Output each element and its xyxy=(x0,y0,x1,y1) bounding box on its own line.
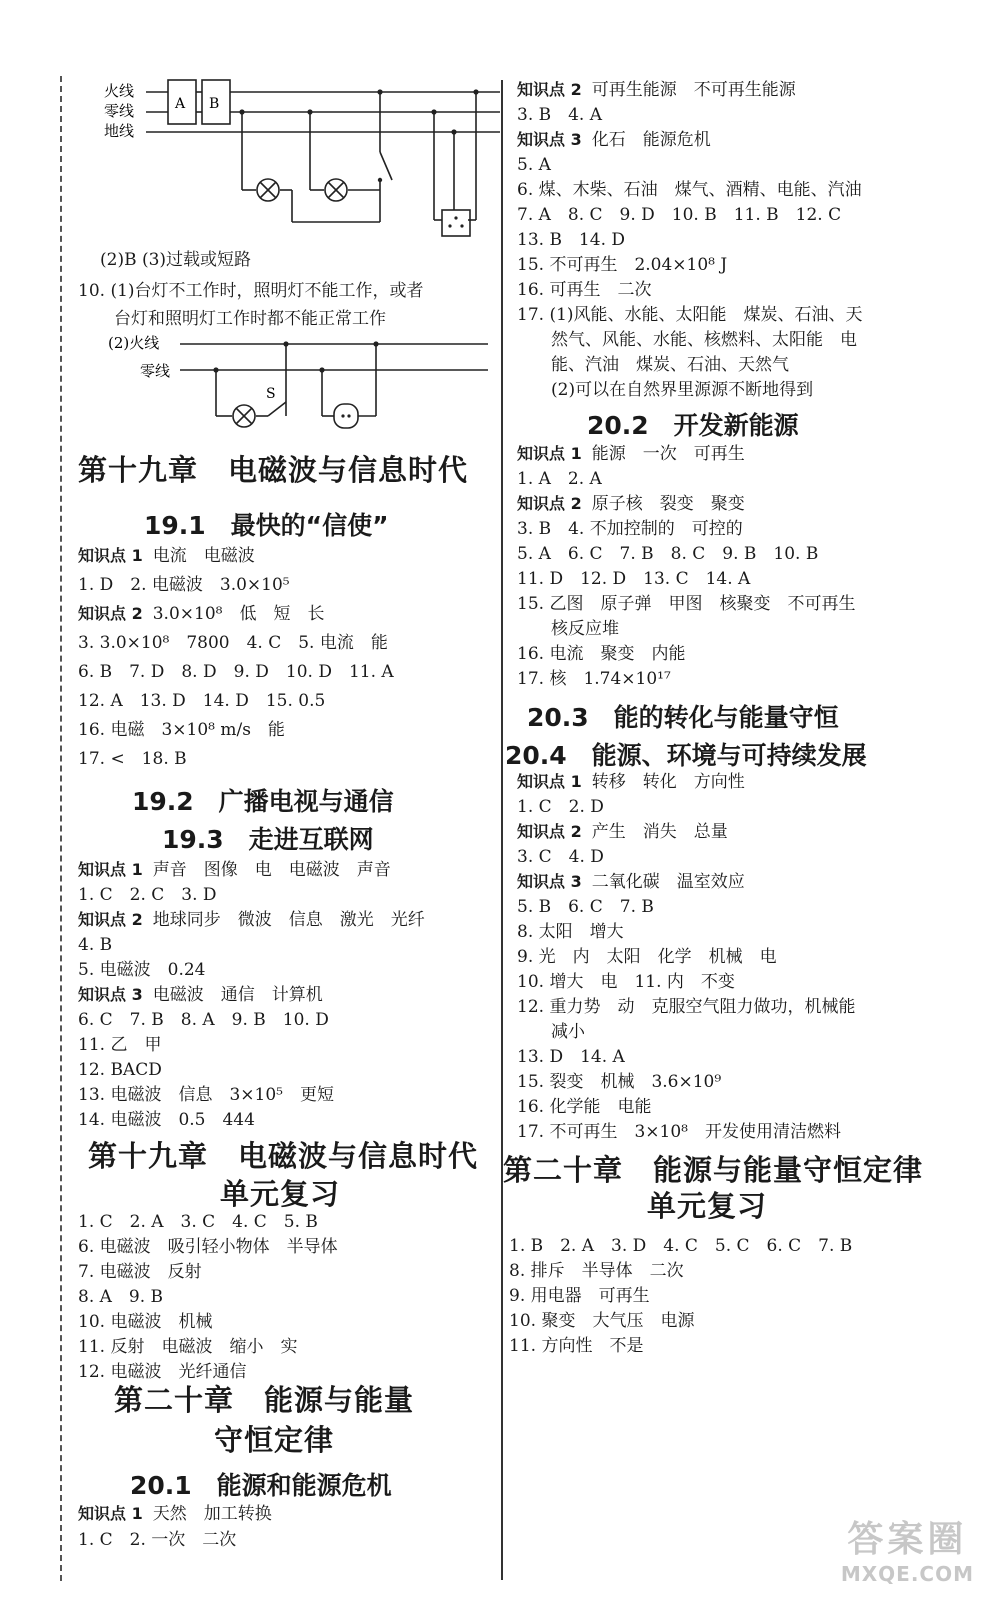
answer-line: 知识点 3 化石 能源危机 xyxy=(517,130,711,150)
answer-line: 1. C 2. A 3. C 4. C 5. B xyxy=(78,1212,318,1232)
answer-line: 1. C 2. C 3. D xyxy=(78,885,217,905)
section19-1-answers xyxy=(78,544,394,776)
chapter19-review-title: 第十九章 电磁波与信息时代 xyxy=(88,1139,479,1173)
answer-line: 3. B 4. 不加控制的 可控的 xyxy=(517,519,743,539)
section20-1-continued-answers xyxy=(517,78,863,403)
fig1-neutral-label: 零线 xyxy=(104,102,135,120)
answer-line: 12. BACD xyxy=(78,1060,162,1080)
answer-line: 1. A 2. A xyxy=(517,469,602,489)
answer-line: 12. A 13. D 14. D 15. 0.5 xyxy=(78,691,326,711)
answer-line: (2)可以在自然界里源源不断地得到 xyxy=(517,380,814,400)
fig1-junctions xyxy=(239,89,478,227)
answer-line: 17. (1)风能、水能、太阳能 煤炭、石油、天 xyxy=(517,305,863,325)
section20-4-title: 20.4 能源、环境与可持续发展 xyxy=(505,741,867,770)
lamp-socket-circuit-diagram xyxy=(108,332,498,432)
answer-line: 16. 化学能 电能 xyxy=(517,1097,652,1117)
chapter19-title: 第十九章 电磁波与信息时代 xyxy=(78,453,469,487)
answer-line: 16. 电流 聚变 内能 xyxy=(517,644,686,664)
fig2-switch-label: S xyxy=(266,386,276,402)
answer-line: 15. 裂变 机械 3.6×10⁹ xyxy=(517,1072,722,1092)
answer-line: 知识点 2 可再生能源 不可再生能源 xyxy=(517,80,796,100)
answer-line: 1. C 2. D xyxy=(517,797,604,817)
chapter20-review-subtitle: 单元复习 xyxy=(647,1189,768,1223)
answer-line: 11. 方向性 不是 xyxy=(509,1336,644,1356)
answer-line: 3. 3.0×10⁸ 7800 4. C 5. 电流 能 xyxy=(78,633,388,653)
fig1-box-b-label: B xyxy=(209,96,220,112)
section20-3-4-answers xyxy=(517,770,855,1145)
fig1-wires xyxy=(146,80,500,236)
answer-line: 15. 乙图 原子弹 甲图 核聚变 不可再生 xyxy=(517,594,856,614)
answer-line: 知识点 3 二氧化碳 温室效应 xyxy=(517,872,745,892)
fig1-live-label: 火线 xyxy=(104,82,135,100)
answer-line: 然气、风能、水能、核燃料、太阳能 电 xyxy=(517,330,857,350)
answer-line: 知识点 2 原子核 裂变 聚变 xyxy=(517,494,745,514)
answer-line: 知识点 2 产生 消失 总量 xyxy=(517,822,728,842)
answer-line: 6. B 7. D 8. D 9. D 10. D 11. A xyxy=(78,662,394,682)
chapter20-review-title: 第二十章 能源与能量守恒定律 xyxy=(503,1153,924,1187)
watermark-logo xyxy=(841,1511,974,1586)
chapter20-title: 第二十章 能源与能量 xyxy=(114,1383,415,1417)
answer-line: 知识点 2 地球同步 微波 信息 激光 光纤 xyxy=(78,910,425,930)
answer-line: 17. < 18. B xyxy=(78,749,187,769)
answer-line: 17. 不可再生 3×10⁸ 开发使用清洁燃料 xyxy=(517,1122,841,1142)
answer-line: 知识点 1 转移 转化 方向性 xyxy=(517,772,745,792)
section20-2-answers xyxy=(517,442,855,692)
answer-line: 3. C 4. D xyxy=(517,847,604,867)
answer-line: 5. 电磁波 0.24 xyxy=(78,960,206,980)
fig2-wires xyxy=(180,344,488,428)
answer-line: 5. A 6. C 7. B 8. C 9. B 10. B xyxy=(517,544,819,564)
answer-line: 12. 重力势 动 克服空气阻力做功，机械能 xyxy=(517,997,856,1017)
answer-line: 9. 光 内 太阳 化学 机械 电 xyxy=(517,947,777,967)
answer-line: 1. D 2. 电磁波 3.0×10⁵ xyxy=(78,575,290,595)
column-divider xyxy=(501,80,503,1580)
section20-1-title: 20.1 能源和能源危机 xyxy=(130,1471,392,1500)
household-circuit-diagram xyxy=(102,72,512,242)
answer-line: 1. C 2. 一次 二次 xyxy=(78,1530,237,1550)
fig1-ground-label: 地线 xyxy=(104,122,135,140)
fig1-box-a-label: A xyxy=(175,96,186,112)
answer-line: 8. A 9. B xyxy=(78,1287,164,1307)
answer-line: 10. 聚变 大气压 电源 xyxy=(509,1311,695,1331)
answer-line: 知识点 1 电流 电磁波 xyxy=(78,546,255,566)
section19-3-title: 19.3 走进互联网 xyxy=(162,825,374,854)
section19-2-3-answers xyxy=(78,858,425,1133)
answer-line: 知识点 1 能源 一次 可再生 xyxy=(517,444,745,464)
answer-line: 1. B 2. A 3. D 4. C 5. C 6. C 7. B xyxy=(509,1236,853,1256)
answer-line: 14. 电磁波 0.5 444 xyxy=(78,1110,255,1130)
section20-1-answers xyxy=(78,1502,272,1554)
chapter19-review-answers xyxy=(78,1210,338,1385)
answer-line: 11. D 12. D 13. C 14. A xyxy=(517,569,751,589)
q10-answer-line1: 10. (1)台灯不工作时，照明灯不能工作，或者 xyxy=(78,281,424,301)
watermark-title: 答案圈 xyxy=(847,1519,968,1560)
answer-line: 知识点 2 3.0×10⁸ 低 短 长 xyxy=(78,604,325,624)
answer-line: 4. B xyxy=(78,935,113,955)
section19-2-title: 19.2 广播电视与通信 xyxy=(132,787,394,816)
answer-line: 8. 排斥 半导体 二次 xyxy=(509,1261,684,1281)
chapter20-title-line2: 守恒定律 xyxy=(214,1423,335,1457)
chapter20-review-answers xyxy=(509,1234,852,1359)
answer-line: 6. 煤、木柴、石油 煤气、酒精、电能、汽油 xyxy=(517,180,862,200)
answer-line: 知识点 1 天然 加工转换 xyxy=(78,1504,272,1524)
answer-line: 7. 电磁波 反射 xyxy=(78,1262,202,1282)
section20-3-title: 20.3 能的转化与能量守恒 xyxy=(527,703,839,732)
q10-answer-line2: 台灯和照明灯工作时都不能正常工作 xyxy=(114,309,386,329)
answer-line: 17. 核 1.74×10¹⁷ xyxy=(517,669,671,689)
fig2-live-label: (2)火线 xyxy=(108,334,160,352)
answer-line: 5. A xyxy=(517,155,551,175)
answer-line: 6. 电磁波 吸引轻小物体 半导体 xyxy=(78,1237,338,1257)
q9-part2-answer: (2)B (3)过载或短路 xyxy=(100,250,252,270)
answer-line: 11. 乙 甲 xyxy=(78,1035,162,1055)
section19-1-title: 19.1 最快的“信使” xyxy=(144,511,389,540)
answer-line: 13. D 14. A xyxy=(517,1047,625,1067)
answer-line: 5. B 6. C 7. B xyxy=(517,897,654,917)
fig2-neutral-label: 零线 xyxy=(140,362,171,380)
answer-line: 12. 电磁波 光纤通信 xyxy=(78,1362,247,1382)
answer-line: 13. 电磁波 信息 3×10⁵ 更短 xyxy=(78,1085,334,1105)
answer-line: 核反应堆 xyxy=(517,619,619,639)
watermark-url: MXQE.COM xyxy=(840,1562,974,1586)
answer-line: 10. 增大 电 11. 内 不变 xyxy=(517,972,735,992)
chapter19-review-subtitle: 单元复习 xyxy=(220,1177,341,1211)
answer-line: 6. C 7. B 8. A 9. B 10. D xyxy=(78,1010,329,1030)
answer-line: 知识点 3 电磁波 通信 计算机 xyxy=(78,985,323,1005)
answer-line: 知识点 1 声音 图像 电 电磁波 声音 xyxy=(78,860,391,880)
answer-line: 16. 可再生 二次 xyxy=(517,280,652,300)
answer-line: 9. 用电器 可再生 xyxy=(509,1286,650,1306)
answer-line: 11. 反射 电磁波 缩小 实 xyxy=(78,1337,298,1357)
answer-line: 减小 xyxy=(517,1022,585,1042)
answer-line: 7. A 8. C 9. D 10. B 11. B 12. C xyxy=(517,205,842,225)
answer-line: 8. 太阳 增大 xyxy=(517,922,624,942)
left-margin-dashed-border xyxy=(60,76,62,1581)
answer-line: 3. B 4. A xyxy=(517,105,603,125)
answer-line: 15. 不可再生 2.04×10⁸ J xyxy=(517,255,728,275)
answer-line: 13. B 14. D xyxy=(517,230,626,250)
section20-2-title: 20.2 开发新能源 xyxy=(587,411,799,440)
answer-line: 16. 电磁 3×10⁸ m/s 能 xyxy=(78,720,285,740)
answer-line: 能、汽油 煤炭、石油、天然气 xyxy=(517,355,789,375)
answer-line: 10. 电磁波 机械 xyxy=(78,1312,213,1332)
